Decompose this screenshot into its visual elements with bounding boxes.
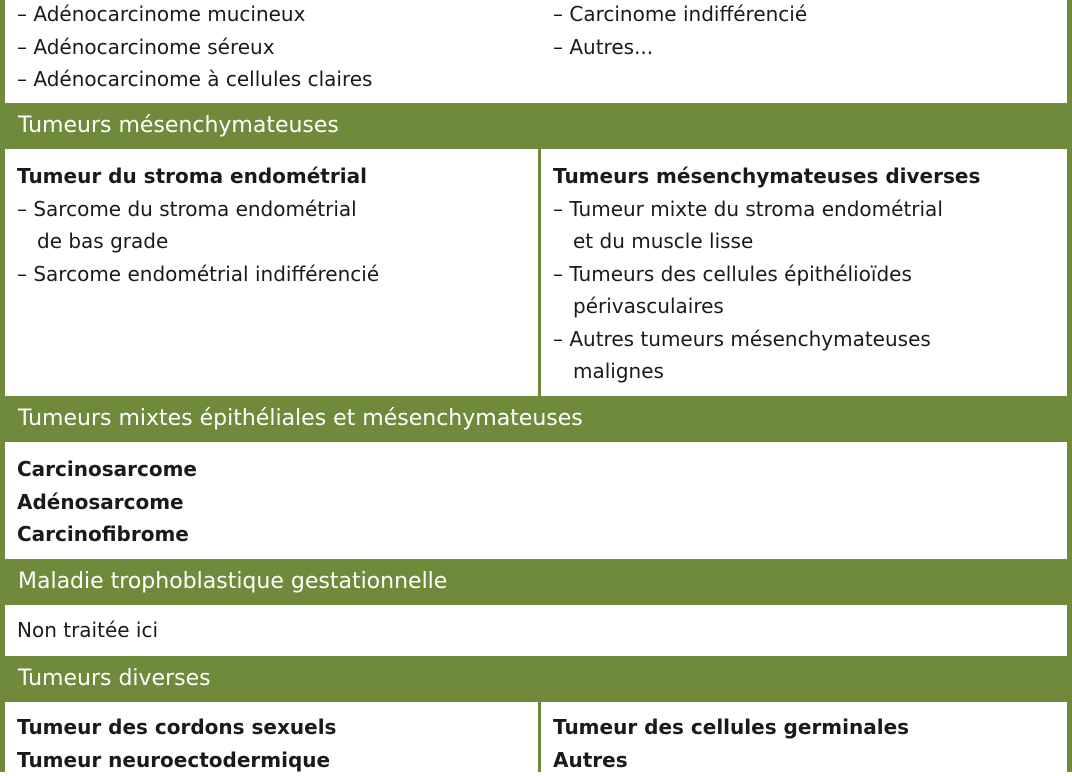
section-header-mixed: Tumeurs mixtes épithéliales et mésenchymateuses xyxy=(5,396,1067,442)
list-item: – Carcinome indifférencié xyxy=(553,0,807,31)
top-left-cell xyxy=(17,0,372,96)
mixed-cell xyxy=(17,453,197,551)
list-item-continuation: malignes xyxy=(553,355,980,388)
mesenchymal-right-cell xyxy=(553,160,980,388)
trophoblastic-cell xyxy=(17,614,158,647)
list-item: – Sarcome du stroma endométrial xyxy=(17,193,379,226)
list-item: Tumeur des cellules germinales xyxy=(553,711,909,744)
cell-text: Non traitée ici xyxy=(17,614,158,647)
list-item: – Adénocarcinome à cellules claires xyxy=(17,63,372,96)
section-header-mesenchymal: Tumeurs mésenchymateuses xyxy=(5,103,1067,149)
miscellaneous-right-cell xyxy=(553,711,909,776)
list-item: – Autres... xyxy=(553,31,807,64)
list-item: – Adénocarcinome mucineux xyxy=(17,0,372,31)
list-item-continuation: de bas grade xyxy=(17,225,379,258)
list-item: Tumeur neuroectodermique xyxy=(17,744,336,776)
list-item-continuation: périvasculaires xyxy=(553,290,980,323)
column-divider xyxy=(538,149,541,396)
list-item: – Adénocarcinome séreux xyxy=(17,31,372,64)
list-item: Autres xyxy=(553,744,909,776)
list-item: – Tumeurs des cellules épithélioïdes xyxy=(553,258,980,291)
list-item: Carcinofibrome xyxy=(17,518,197,551)
top-right-cell xyxy=(553,0,807,63)
list-item: – Autres tumeurs mésenchymateuses xyxy=(553,323,980,356)
section-header-trophoblastic: Maladie trophoblastique gestationnelle xyxy=(5,559,1067,605)
cell-title: Tumeurs mésenchymateuses diverses xyxy=(553,160,980,193)
mesenchymal-left-cell xyxy=(17,160,379,290)
list-item: Carcinosarcome xyxy=(17,453,197,486)
column-divider xyxy=(538,702,541,772)
list-item: Tumeur des cordons sexuels xyxy=(17,711,336,744)
list-item-continuation: et du muscle lisse xyxy=(553,225,980,258)
cell-title: Tumeur du stroma endométrial xyxy=(17,160,379,193)
list-item: – Tumeur mixte du stroma endométrial xyxy=(553,193,980,226)
section-header-miscellaneous: Tumeurs diverses xyxy=(5,656,1067,702)
list-item: Adénosarcome xyxy=(17,486,197,519)
miscellaneous-left-cell xyxy=(17,711,336,776)
list-item: – Sarcome endométrial indifférencié xyxy=(17,258,379,291)
